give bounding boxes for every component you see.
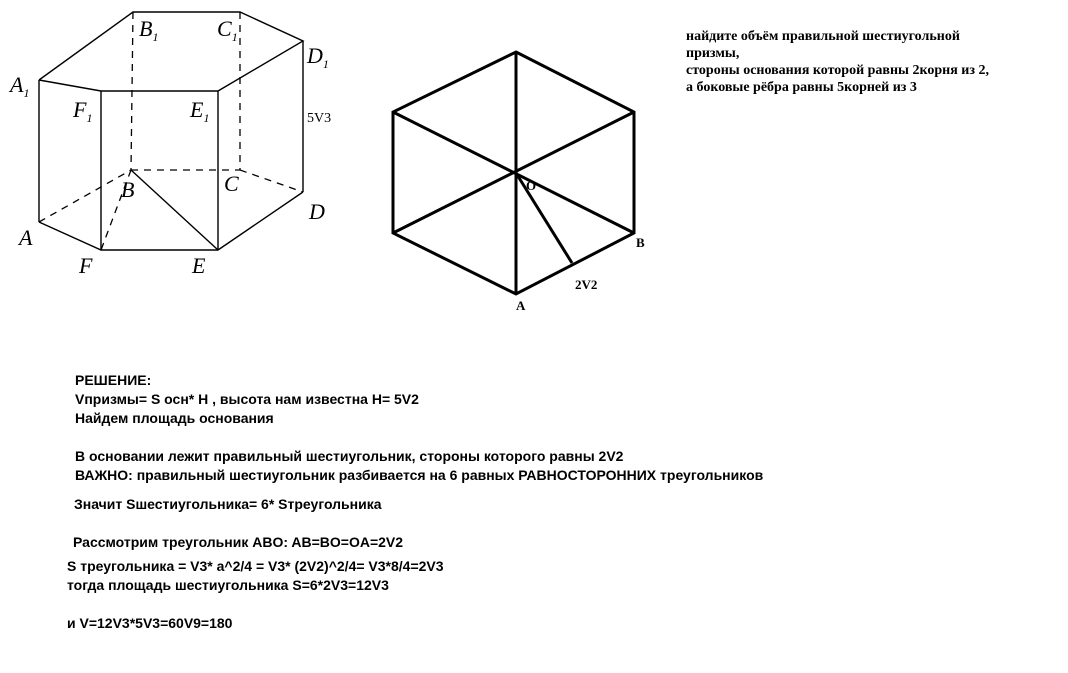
label-height: 5V3	[307, 111, 332, 126]
label-B1: $B_1$	[139, 16, 159, 44]
label-side: 2V2	[575, 277, 598, 292]
task-line-4: а боковые рёбра равны 5корней из 3	[686, 80, 917, 95]
edge-C-D-hidden	[240, 170, 303, 192]
solution-line-1: Vпризмы= S осн* H , высота нам известна H= 5V2	[75, 391, 419, 407]
prism-top-face	[39, 12, 303, 91]
solution-heading: РЕШЕНИЕ:	[75, 372, 152, 388]
solution-line-9: и V=12V3*5V3=60V9=180	[67, 615, 233, 631]
label-vertex-A: A	[516, 298, 526, 313]
solution-line-3: В основании лежит правильный шестиугольник, стороны которого равны 2V2	[75, 448, 624, 464]
label-A1: $A_1$	[10, 72, 30, 100]
label-D: D	[309, 199, 325, 224]
segment-E-B	[131, 170, 218, 250]
task-line-3: стороны основания которой равны 2корня из 2,	[686, 63, 989, 78]
label-F: F	[79, 253, 93, 278]
label-E1: $E_1$	[190, 97, 210, 125]
prism-diagram	[0, 0, 370, 290]
edge-A-B-hidden	[39, 170, 131, 222]
label-B: B	[121, 177, 135, 202]
solution-line-5: Значит Sшестиугольника= 6* Sтреугольника	[74, 496, 382, 512]
solution-line-7: S треугольника = V3* a^2/4 = V3* (2V2)^2/4= V3*8/4=2V3	[67, 558, 444, 574]
label-E: E	[192, 253, 206, 278]
label-A: A	[19, 225, 33, 250]
solution-line-4: ВАЖНО: правильный шестиугольник разбивается на 6 равных РАВНОСТОРОННИХ треугольников	[75, 467, 764, 483]
task-statement	[686, 28, 1056, 96]
task-line-2: призмы,	[686, 46, 740, 61]
label-vertex-B: B	[636, 235, 645, 250]
solution-line-8: тогда площадь шестиугольника S=6*2V3=12V3	[67, 577, 389, 593]
label-D1: $D_1$	[307, 43, 329, 71]
task-line-1: найдите объём правильной шестиугольной	[686, 29, 960, 44]
solution-line-2: Найдем площадь основания	[75, 410, 274, 426]
label-O: O	[526, 178, 537, 193]
solution-line-6: Рассмотрим треугольник ABO: AB=BO=OA=2V2	[73, 534, 404, 550]
label-C: C	[224, 171, 239, 196]
label-F1: $F_1$	[73, 97, 93, 125]
hexagon-diagram	[370, 30, 670, 360]
label-C1: $C_1$	[217, 16, 238, 44]
prism-bottom-visible	[39, 192, 303, 250]
